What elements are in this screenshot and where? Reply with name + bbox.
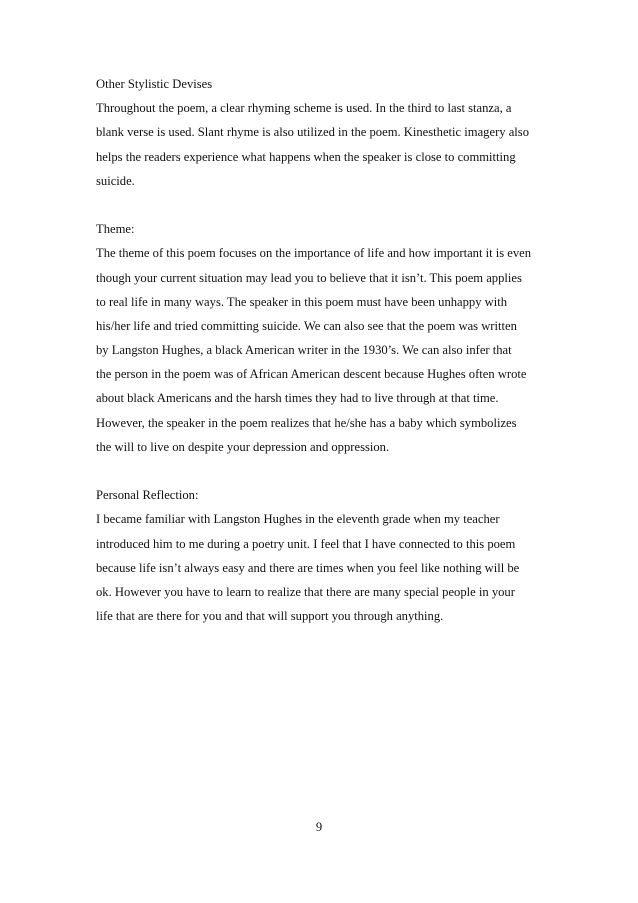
paragraph-line: blank verse is used. Slant rhyme is also utilized in the poem. Kinesthetic imagery also xyxy=(96,125,529,140)
section-heading: Other Stylistic Devises xyxy=(96,77,213,91)
paragraph-line: suicide. xyxy=(96,173,135,188)
paragraph-line: Throughout the poem, a clear rhyming scheme is used. In the third to last stanza, a xyxy=(96,101,512,116)
section-theme xyxy=(96,217,566,459)
paragraph-gap xyxy=(96,459,566,483)
paragraph-line: helps the readers experience what happens when the speaker is close to committing xyxy=(96,149,516,164)
section-heading: Personal Reflection: xyxy=(96,488,199,503)
paragraph-line: introduced him to me during a poetry unit. I feel that I have connected to this poem xyxy=(96,536,516,551)
section-heading: Theme: xyxy=(96,222,135,237)
paragraph-line: life that are there for you and that will support you through anything. xyxy=(96,609,444,624)
paragraph-line: his/her life and tried committing suicide. We can also see that the poem was written xyxy=(96,318,517,333)
section-personal-reflection xyxy=(96,483,566,628)
paragraph-line: though your current situation may lead you to believe that it isn’t. This poem applies xyxy=(96,270,522,285)
paragraph-line: to real life in many ways. The speaker in this poem must have been unhappy with xyxy=(96,294,508,309)
paragraph-line: about black Americans and the harsh times they had to live through at that time. xyxy=(96,391,499,406)
paragraph-line: However, the speaker in the poem realizes that he/she has a baby which symbolizes xyxy=(96,415,517,430)
document-body xyxy=(96,72,566,628)
paragraph-gap xyxy=(96,193,566,217)
paragraph-line: the person in the poem was of African American descent because Hughes often wrote xyxy=(96,367,527,382)
paragraph-line: I became familiar with Langston Hughes in the eleventh grade when my teacher xyxy=(96,512,500,527)
paragraph-line: because life isn’t always easy and there are times when you feel like nothing will be xyxy=(96,560,520,575)
page-number: 9 xyxy=(315,820,323,834)
section-stylistic-devices xyxy=(96,72,566,193)
paragraph-line: the will to live on despite your depression and oppression. xyxy=(96,439,390,454)
paragraph-line: by Langston Hughes, a black American writer in the 1930’s. We can also infer that xyxy=(96,343,512,358)
paragraph-line: ok. However you have to learn to realize that there are many special people in your xyxy=(96,584,515,599)
paragraph-line: The theme of this poem focuses on the importance of life and how important it is even xyxy=(96,246,532,261)
